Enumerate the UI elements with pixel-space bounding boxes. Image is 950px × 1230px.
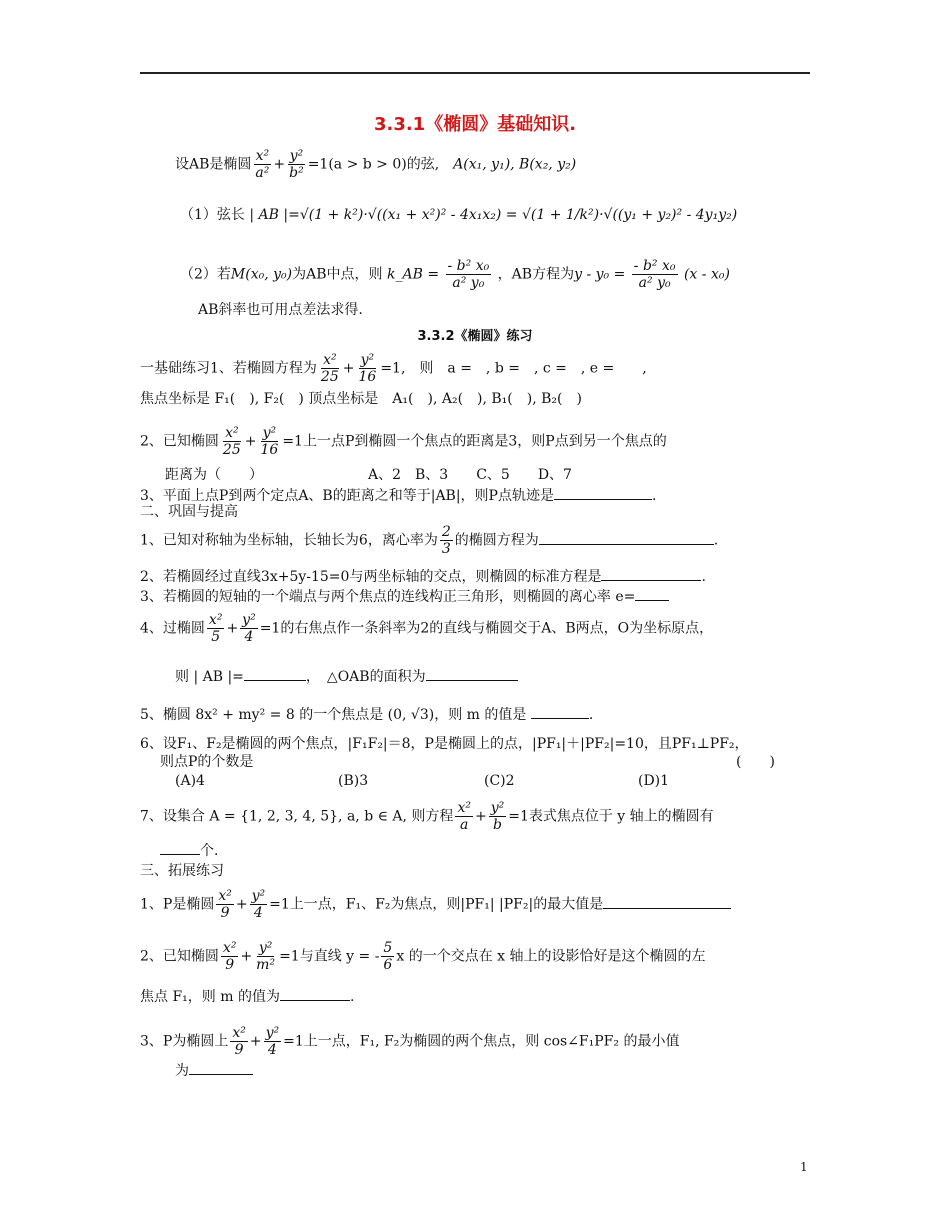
s3-q3-line2: 为	[175, 1062, 253, 1078]
s2-heading: 二、巩固与提高	[140, 504, 238, 520]
s2-q2: 2、若椭圆经过直线3x+5y-15=0与两坐标轴的交点，则椭圆的标准方程是 .	[140, 569, 706, 585]
s2-q4: 4、过椭圆 $\frac{\text{x²}}{5}$ + $\frac{\text{y²}}{4}$ =1的右焦点作一条斜率为2的直线与椭圆交于A、B两点，O为坐标原点，	[140, 612, 714, 645]
fraction: $\frac{5}{6}$	[383, 940, 393, 973]
s2-q6-option-a: (A)4	[175, 773, 205, 789]
answer-blank[interactable]	[601, 568, 701, 581]
s2-q3: 3、若椭圆的短轴的一个端点与两个焦点的连线构正三角形，则椭圆的离心率 e=	[140, 588, 669, 604]
main-title: 3.3.1《椭圆》基础知识.	[373, 114, 577, 135]
s2-q6-paren: ( )	[736, 754, 775, 770]
fraction: $\frac{\text{x²}}{5}$	[208, 612, 223, 645]
answer-blank[interactable]	[603, 896, 731, 909]
basics-intro: 设AB是椭圆 $\frac{\text{x²}}{\text{a²}}$ + $\frac{\text{y²}}{\text{b²}}$ =1(a > b > 0)的弦, A(x₁, y₁), B(x₂, y₂)	[175, 148, 577, 181]
answer-blank[interactable]	[426, 668, 518, 681]
answer-blank[interactable]	[635, 588, 669, 601]
fraction: $\frac{\text{x²}}{9}$	[232, 1025, 246, 1058]
s2-q1: 1、已知对称轴为坐标轴，长轴长为6，离心率为 $\frac{2}{3}$ 的椭圆方程为 .	[140, 524, 719, 557]
s1-q2-distance: 距离为（ ）	[165, 467, 263, 483]
basics-item2: （2）若M(x₀, y₀)为AB中点，则 k_AB = $\frac{\text{- b² x₀}}{\text{a² y₀}}$ ，AB方程为y - y₀ = $\frac{\text{- b² x₀}}{\text{a² y₀}}$ (x - x₀)	[180, 258, 730, 291]
fraction: $\frac{\text{x²}}{a}$	[457, 800, 471, 833]
fraction: $\frac{\text{x²}}{25}$	[222, 425, 241, 458]
answer-blank[interactable]	[531, 706, 589, 719]
s3-heading: 三、拓展练习	[140, 863, 224, 879]
fraction: $\frac{\text{y²}}{\text{b²}}$	[289, 148, 304, 181]
fraction: $\frac{2}{3}$	[441, 524, 451, 557]
s2-q5: 5、椭圆 8x² + my² = 8 的一个焦点是 (0, √3)，则 m 的值是 .	[140, 707, 594, 723]
s1-q2: 2、已知椭圆 $\frac{\text{x²}}{25}$ + $\frac{\text{y²}}{16}$ =1上一点P到椭圆一个焦点的距离是3，则P点到另一个焦点的	[140, 425, 667, 458]
s3-q2: 2、已知椭圆 $\frac{\text{x²}}{9}$ + $\frac{\text{y²}}{\text{m²}}$ =1与直线 y = - $\frac{5}{6}$ x 的一个交点在 x 轴上的设影恰好是这个椭圆的左	[140, 940, 706, 973]
fraction: $\frac{\text{x²}}{\text{a²}}$	[255, 148, 270, 181]
s2-q6-option-d: (D)1	[638, 773, 670, 789]
s2-q6-option-c: (C)2	[484, 773, 515, 789]
s2-q4-answers: 则 | AB |= ， △OAB的面积为	[175, 668, 518, 684]
answer-blank[interactable]	[160, 842, 200, 855]
s2-q7: 7、设集合 A = {1, 2, 3, 4, 5}, a, b ∈ A, 则方程 $\frac{\text{x²}}{a}$ + $\frac{\text{y²}}{b}$ =1表式焦点位于 y 轴上的椭圆有	[140, 800, 714, 833]
header-rule	[140, 72, 810, 74]
s2-q6-line2: 则点P的个数是	[160, 754, 254, 770]
fraction: $\frac{\text{y²}}{b}$	[490, 800, 505, 833]
basics-note: AB斜率也可用点差法求得.	[198, 302, 363, 318]
s1-q2-options: A、2 B、3 C、5 D、7	[368, 467, 572, 483]
answer-blank[interactable]	[244, 668, 306, 681]
answer-blank[interactable]	[280, 988, 350, 1001]
s2-q6: 6、设F₁、F₂是椭圆的两个焦点，|F₁F₂|＝8，P是椭圆上的点，|PF₁|＋|PF₂|=10，且PF₁⊥PF₂，	[140, 736, 749, 752]
basics-item1: （1）弦长 | AB |=√(1 + k²)·√((x₁ + x²)² - 4x₁x₂) = √(1 + 1/k²)·√((y₁ + y₂)² - 4y₁y₂)	[180, 207, 738, 223]
fraction: $\frac{\text{y²}}{4}$	[242, 612, 256, 645]
s1-q1: 一基础练习1、若椭圆方程为 $\frac{\text{x²}}{25}$ + $\frac{\text{y²}}{16}$ =1, 则 a = , b = , c = , e = ,	[140, 352, 647, 385]
fraction: $\frac{\text{y²}}{4}$	[251, 888, 266, 921]
fraction: $\frac{\text{y²}}{4}$	[265, 1025, 280, 1058]
answer-blank[interactable]	[539, 532, 714, 545]
fraction: $\frac{\text{y²}}{\text{m²}}$	[256, 940, 276, 973]
answer-blank[interactable]	[189, 1062, 253, 1075]
s1-q3: 3、平面上点P到两个定点A、B的距离之和等于|AB|，则P点轨迹是 .	[140, 488, 657, 504]
fraction: $\frac{\text{x²}}{9}$	[218, 888, 232, 921]
fraction: $\frac{\text{y²}}{16}$	[358, 352, 377, 385]
answer-blank[interactable]	[554, 487, 652, 500]
fraction: $\frac{\text{x²}}{9}$	[222, 940, 237, 973]
practice-title: 3.3.2《椭圆》练习	[417, 329, 533, 344]
s2-q6-option-b: (B)3	[338, 773, 369, 789]
fraction: $\frac{\text{y²}}{16}$	[260, 425, 279, 458]
fraction: $\frac{\text{- b² x₀}}{\text{a² y₀}}$	[447, 258, 490, 291]
s2-q7-line2: 个.	[160, 842, 218, 858]
page-number: 1	[800, 1160, 808, 1174]
s3-q2-line2: 焦点 F₁，则 m 的值为 .	[140, 989, 355, 1005]
fraction: $\frac{\text{- b² x₀}}{\text{a² y₀}}$	[633, 258, 676, 291]
s3-q1: 1、P是椭圆 $\frac{\text{x²}}{9}$ + $\frac{\text{y²}}{4}$ =1上一点，F₁、F₂为焦点，则|PF₁| |PF₂|的最大值是	[140, 888, 731, 921]
s3-q3: 3、P为椭圆上 $\frac{\text{x²}}{9}$ + $\frac{\text{y²}}{4}$ =1上一点，F₁, F₂为椭圆的两个焦点，则 cos∠F₁PF₂ 的最小值	[140, 1025, 680, 1058]
s1-q1-foci: 焦点坐标是 F₁( ), F₂( ) 顶点坐标是 A₁( ), A₂( ), B₁( ), B₂( )	[140, 391, 582, 407]
fraction: $\frac{\text{x²}}{25}$	[320, 352, 339, 385]
